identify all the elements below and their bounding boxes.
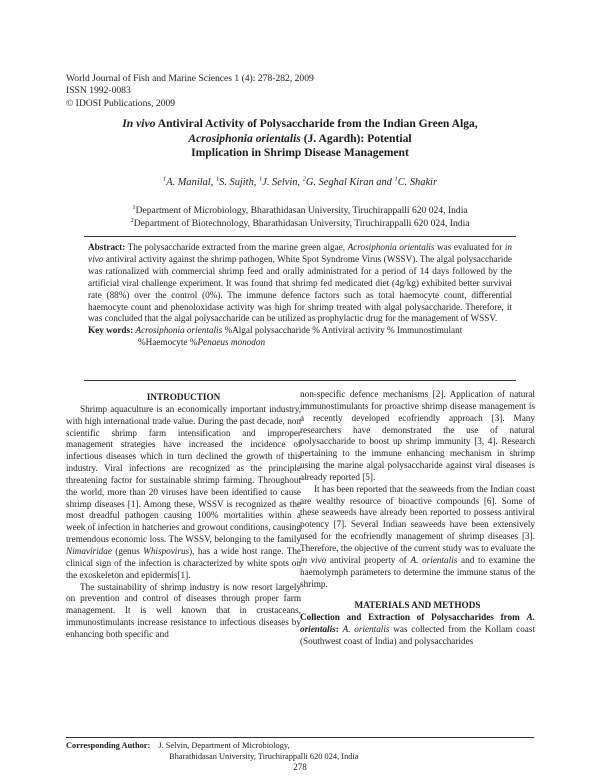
corresponding-author-line1: J. Selvin, Department of Microbiology, <box>158 741 290 750</box>
italic-term: Whispovirus <box>143 545 190 556</box>
title-line2: (J. Agardh): Potential <box>300 131 412 145</box>
right-column <box>300 389 535 648</box>
title-line1: Antiviral Activity of Polysaccharide from the Indian Green Alga, <box>155 117 478 130</box>
author-sup: 1 <box>258 175 263 183</box>
left-column <box>66 392 301 641</box>
title-species: Acrosiphonia orientalis <box>188 131 301 145</box>
footer-rule <box>66 737 534 738</box>
publisher: © IDOSI Publications, 2009 <box>66 97 176 109</box>
corresponding-author-label: Corresponding Author: <box>66 741 151 750</box>
italic-term: A. orientalis <box>342 624 390 635</box>
abstract-text: antiviral activity against the shrimp pathogen, White Spot Syndrome Virus (WSSV). The algal polysaccharide was rationalized with commercial shrimp feed and orally administrated for a period of 14 days followed by the artificial viral challenge experiment. It was found that shrimp fed medicated diet (4g/kg) exhibited better survival rate (88%) over the control (0%). The immune defence factors such as total haemocyte count, differential haemocyte count and phenoloxidase activity was high for shrimp treated with algal polysaccharide. Therefore, it was concluded that the algal polysaccharide can be utilized as prophylactic drug for the management of WSSV. <box>88 253 512 324</box>
italic-term: Nimaviridae <box>66 545 112 556</box>
subheading-italic: A. orientalis <box>300 612 535 635</box>
paragraph-text: ), has a wide host range. The clinical sign of the infection is characterized by white spots on the exoskeleton and epidermis[1]. <box>66 545 301 580</box>
paragraph <box>300 484 535 591</box>
journal-citation: World Journal of Fish and Marine Sciences 1 (4): 278-282, 2009 <box>66 73 314 84</box>
affiliation-1 <box>60 204 540 217</box>
page-number: 278 <box>293 762 307 772</box>
abstract-top-rule <box>84 236 516 237</box>
author-name: J. Selvin, <box>262 177 303 188</box>
author-name: S. Sujith, <box>219 177 259 188</box>
abstract-label: Abstract: <box>88 242 126 252</box>
abstract-bottom-rule <box>84 380 516 381</box>
section-heading-introduction: INTRODUCTION <box>146 392 221 402</box>
italic-term: in vivo <box>300 554 327 565</box>
author-list <box>60 177 540 188</box>
author-sup: 1 <box>215 175 220 183</box>
author-sup: 2 <box>302 175 306 183</box>
title-line3: Implication in Shrimp Disease Management <box>191 146 409 160</box>
abstract-text: was evaluated for <box>434 242 505 252</box>
paragraph: non-specific defence mechanisms [2]. Application of natural immunostimulants for proactive shrimp disease management is a recently developed ecofriendly approach [3]. Many researchers have demonstrated the use of natural polysaccharide to boost up shrimp immunity [3, 4]. Research pertaining to the immune enhancing mechanism in shrimp using the marine algal polysaccharide against viral diseases is already reported [5]. <box>300 389 535 482</box>
keywords-label: Key words: <box>88 325 134 335</box>
keyword-text: %Haemocyte % <box>138 337 198 348</box>
author-name: C. Shakir <box>397 177 437 188</box>
affiliation-2 <box>60 217 540 230</box>
affil-sup: 2 <box>130 216 134 224</box>
keywords-line2 <box>88 336 512 348</box>
paragraph-text: It has been reported that the seaweeds from the Indian coast are wealthy resource of bioactive compounds [6]. Some of these seaweeds have already been reported to possess antiviral potency [7]. Several Indian seaweeds have been extensively used for the ecofriendly management of shrimp diseases [3]. Therefore, the objective of the current study was to evaluate the <box>300 483 535 553</box>
abstract <box>88 242 512 325</box>
affil-text: Department of Microbiology, Bharathidasan University, Tiruchirappalli 620 024, India <box>135 205 468 216</box>
affil-sup: 1 <box>132 203 136 211</box>
abstract-text: The polysaccharide extracted from the marine green algae, <box>125 242 348 252</box>
paragraph <box>300 612 535 648</box>
keyword-italic: Penaeus monodon <box>197 337 266 348</box>
issn: ISSN 1992-0083 <box>66 85 131 97</box>
paragraph <box>66 404 301 582</box>
affil-text: Department of Biotechnology, Bharathidasan University, Tiruchirappalli 620 024, India <box>133 218 470 229</box>
affiliations <box>60 204 540 230</box>
paragraph-text: was collected from the Kollam coast (Southwest coast of India) and polysaccharides <box>300 624 535 646</box>
author-sup: 1 <box>394 175 398 183</box>
keyword-italic: Acrosiphonia orientalis <box>135 325 223 335</box>
keywords <box>88 324 512 349</box>
section-heading-methods: MATERIALS AND METHODS <box>354 600 481 611</box>
author-sup: 1 <box>162 175 167 183</box>
italic-term: A. orientalis <box>410 554 458 565</box>
author-name: G. Seghal Kiran and <box>305 177 395 188</box>
paragraph-text: (genus <box>111 545 144 556</box>
paragraph-text: antiviral property of <box>326 554 411 565</box>
keyword-text: %Algal polysaccharide % Antiviral activity % Immunostimulant <box>222 325 463 335</box>
corresponding-author-line2: Bharathidasan University, Tiruchirappalli 620 024, India <box>169 751 359 761</box>
paragraph: The sustainability of shrimp industry is now resort largely on prevention and control of diseases through proper farm management. It is well known that in crustaceans, immunostimulants increase resistance to infectious diseases by enhancing both specific and <box>66 581 301 639</box>
journal-header <box>66 73 314 110</box>
corresponding-author <box>66 741 359 762</box>
paragraph-text: Shrimp aquaculture is an economically important industry, with high international trade value. During the past decade, non scientific shrimp farm intensification and improper management strategies have increased the incidence of infectious diseases which in turn declined the growth of this industry. Viral infections are recognized as the principle threatening factor for sustainable shrimp farming. Throughout the world, more than 20 viruses have been identified to cause shrimp diseases [1]. Among these, WSSV is recognized as the most dreadful pathogen causing 100% mortalities within a week of infection in hatcheries and growout conditions, causing tremendous economic loss. The WSSV, belonging to the family <box>66 403 301 545</box>
paragraph-text: and to examine the haemolymph parameters to determine the immune status of the shrimp. <box>300 554 535 589</box>
author-name: A. Manilal, <box>166 177 216 188</box>
subheading: Collection and Extraction of Polysaccharides from <box>300 612 527 623</box>
abstract-italic: Acrosiphonia orientalis <box>347 242 435 252</box>
abstract-italic: in vivo <box>88 242 512 264</box>
title-italic: In vivo <box>122 117 156 130</box>
paper-title <box>60 117 540 161</box>
subheading-colon: : <box>335 624 343 635</box>
